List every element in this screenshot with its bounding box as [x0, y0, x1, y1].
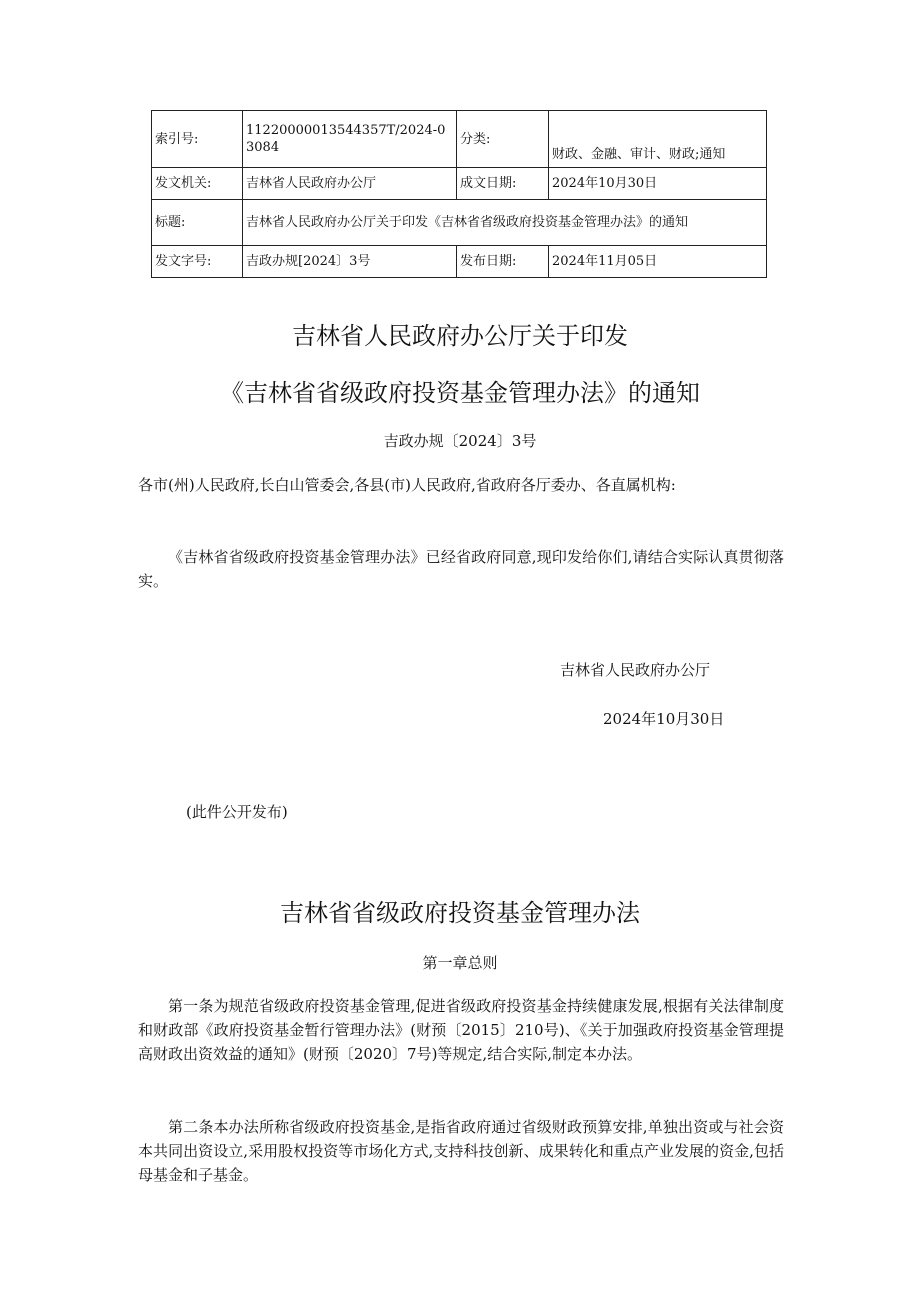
notice-addressee: 各市(州)人民政府,长白山管委会,各县(市)人民政府,省政府各厅委办、各直属机构:	[138, 476, 676, 494]
article-1: 第一条为规范省级政府投资基金管理,促进省级政府投资基金持续健康发展,根据有关法律制度和财政部《政府投资基金暂行管理办法》(财预〔2015〕210号)、《关于加强政府投资基金管理提高财政出资效益的通知》(财预〔2020〕7号)等规定,结合实际,制定本办法。	[138, 997, 784, 1063]
article-2: 第二条本办法所称省级政府投资基金,是指省政府通过省级财政预算安排,单独出资或与社会资本共同出资设立,采用股权投资等市场化方式,支持科技创新、成果转化和重点产业发展的资金,包括母基金和子基金。	[138, 1118, 784, 1184]
written-date-value: 2024年10月30日	[549, 168, 767, 200]
signature-date: 2024年10月30日	[603, 710, 725, 728]
info-row-docno	[152, 246, 767, 278]
docno-label: 发文字号:	[152, 246, 243, 278]
publish-date-label: 发布日期:	[457, 246, 549, 278]
category-label: 分类:	[457, 111, 549, 168]
subject-value: 吉林省人民政府办公厅关于印发《吉林省省级政府投资基金管理办法》的通知	[243, 200, 767, 246]
measures-title: 吉林省省级政府投资基金管理办法	[280, 899, 640, 927]
docno-value: 吉政办规[2024〕3号	[243, 246, 457, 278]
publish-date-value: 2024年11月05日	[549, 246, 767, 278]
category-value: 财政、金融、审计、财政;通知	[549, 111, 767, 168]
notice-body: 《吉林省省级政府投资基金管理办法》已经省政府同意,现印发给你们,请结合实际认真贯彻落实。	[138, 548, 784, 590]
document-info-table	[151, 110, 767, 278]
issuer-label: 发文机关:	[152, 168, 243, 200]
index-label: 索引号:	[152, 111, 243, 168]
public-release-note: (此件公开发布)	[186, 803, 288, 821]
notice-title-line1: 吉林省人民政府办公厅关于印发	[292, 322, 628, 350]
issuer-value: 吉林省人民政府办公厅	[243, 168, 457, 200]
info-row-index	[152, 111, 767, 168]
notice-doc-number: 吉政办规〔2024〕3号	[383, 432, 537, 450]
subject-label: 标题:	[152, 200, 243, 246]
chapter-heading: 第一章总则	[422, 954, 498, 972]
info-row-subject	[152, 200, 767, 246]
signature-org: 吉林省人民政府办公厅	[560, 661, 711, 679]
notice-title-line2: 《吉林省省级政府投资基金管理办法》的通知	[220, 379, 700, 407]
info-row-issuer	[152, 168, 767, 200]
index-value: 11220000013544357T/2024-03084	[243, 111, 457, 168]
written-date-label: 成文日期:	[457, 168, 549, 200]
